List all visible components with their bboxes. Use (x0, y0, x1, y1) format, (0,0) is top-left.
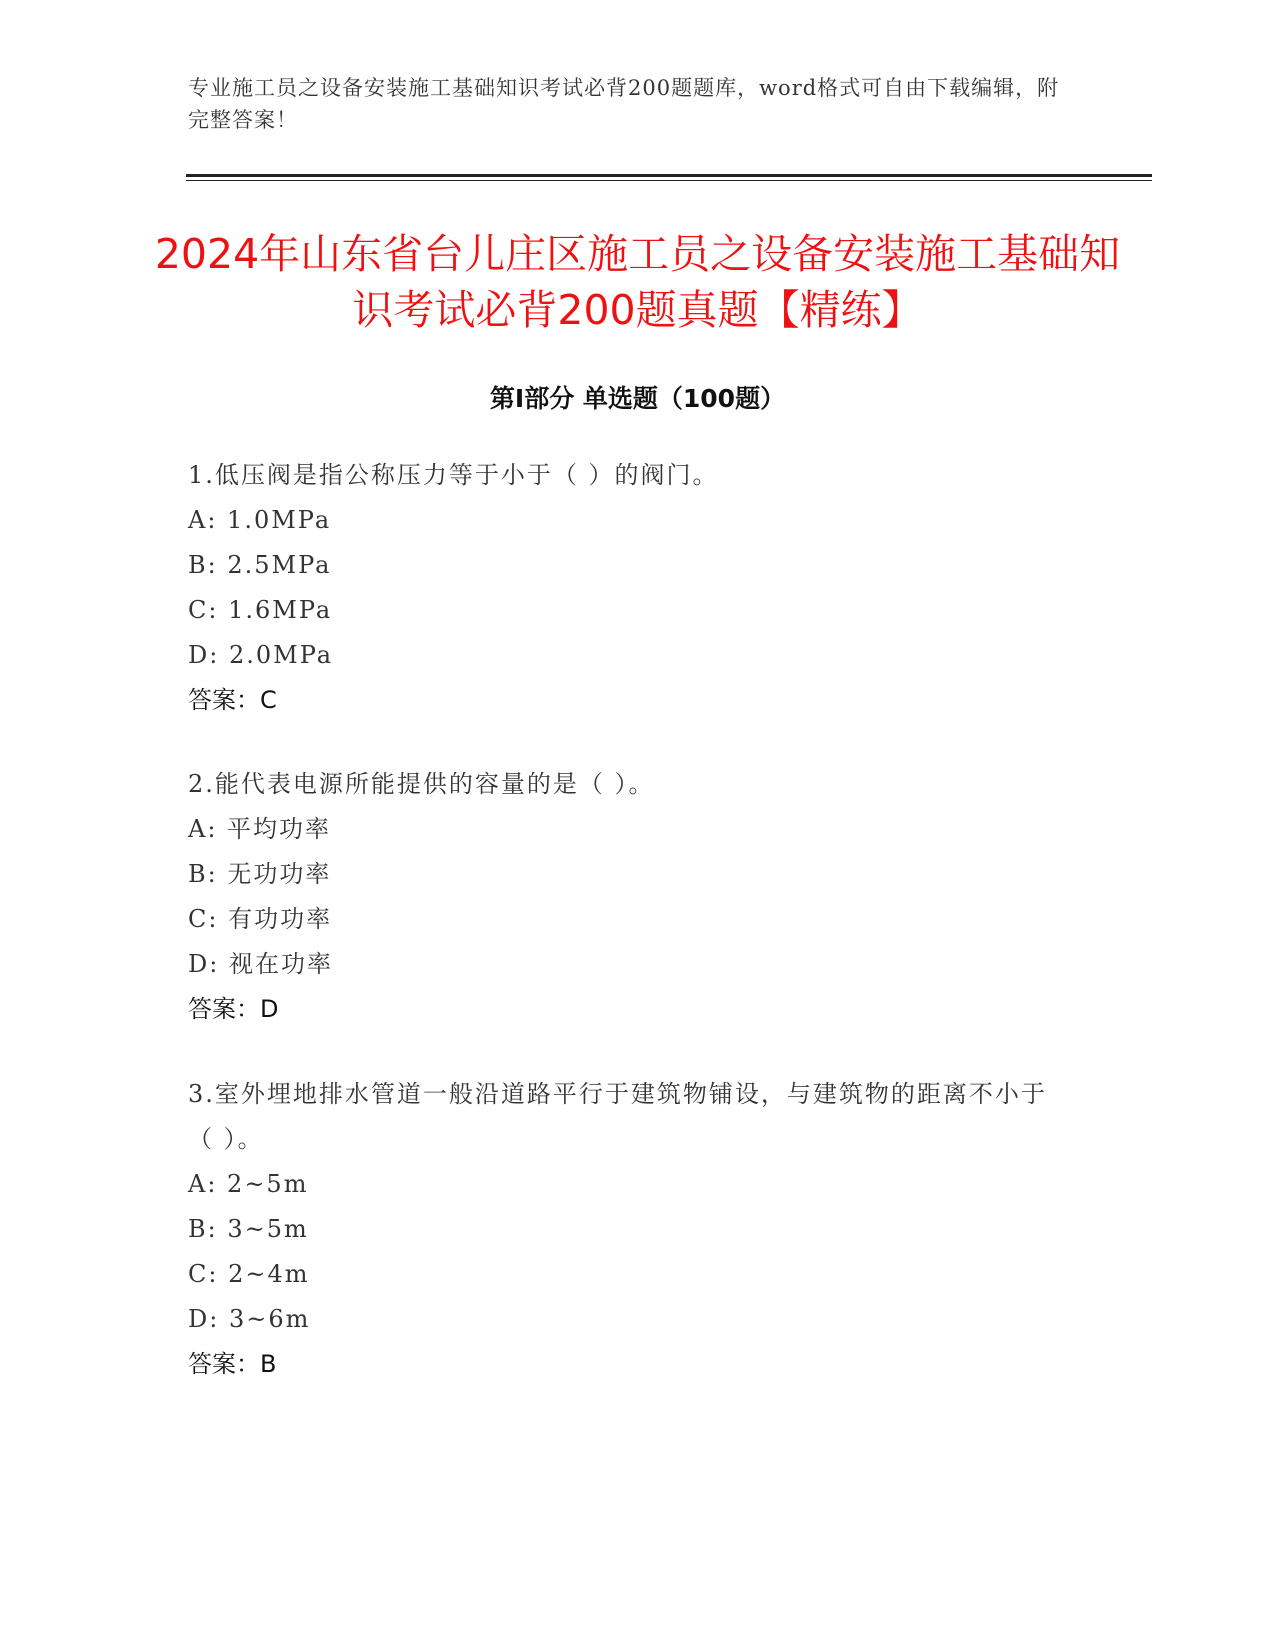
option-d: D: 3~6m (188, 1305, 311, 1333)
answer: 答案：D (188, 995, 279, 1023)
option-b: B: 2.5MPa (188, 551, 332, 579)
option-d: D: 2.0MPa (188, 641, 334, 669)
option-c: C: 2~4m (188, 1260, 310, 1288)
option-a: A: 平均功率 (188, 815, 332, 843)
option-b: B: 3~5m (188, 1215, 309, 1243)
answer: 答案：B (188, 1350, 277, 1378)
option-a: A: 2~5m (188, 1170, 309, 1198)
section-title: 第Ⅰ部分 单选题（100题） (489, 384, 786, 413)
option-c: C: 有功功率 (188, 905, 333, 933)
option-b: B: 无功功率 (188, 860, 332, 888)
answer: 答案：C (188, 686, 277, 714)
question-1 (188, 453, 1068, 723)
option-a: A: 1.0MPa (188, 506, 332, 534)
question-stem: 3.室外埋地排水管道一般沿道路平行于建筑物铺设，与建筑物的距离不小于（ ）。 (188, 1080, 1047, 1153)
header-note: 专业施工员之设备安装施工基础知识考试必背200题题库，word格式可自由下载编辑，附完整答案！ (188, 76, 1060, 132)
document-title: 2024年山东省台儿庄区施工员之设备安装施工基础知识考试必背200题真题【精练】 (154, 230, 1121, 334)
header-divider-thin (186, 180, 1152, 181)
question-3 (188, 1072, 1068, 1387)
header-divider-thick (186, 174, 1152, 177)
question-stem: 2.能代表电源所能提供的容量的是（ ）。 (188, 770, 655, 798)
option-d: D: 视在功率 (188, 950, 333, 978)
question-2 (188, 762, 1068, 1032)
question-stem: 1.低压阀是指公称压力等于小于（ ）的阀门。 (188, 461, 719, 489)
option-c: C: 1.6MPa (188, 596, 333, 624)
